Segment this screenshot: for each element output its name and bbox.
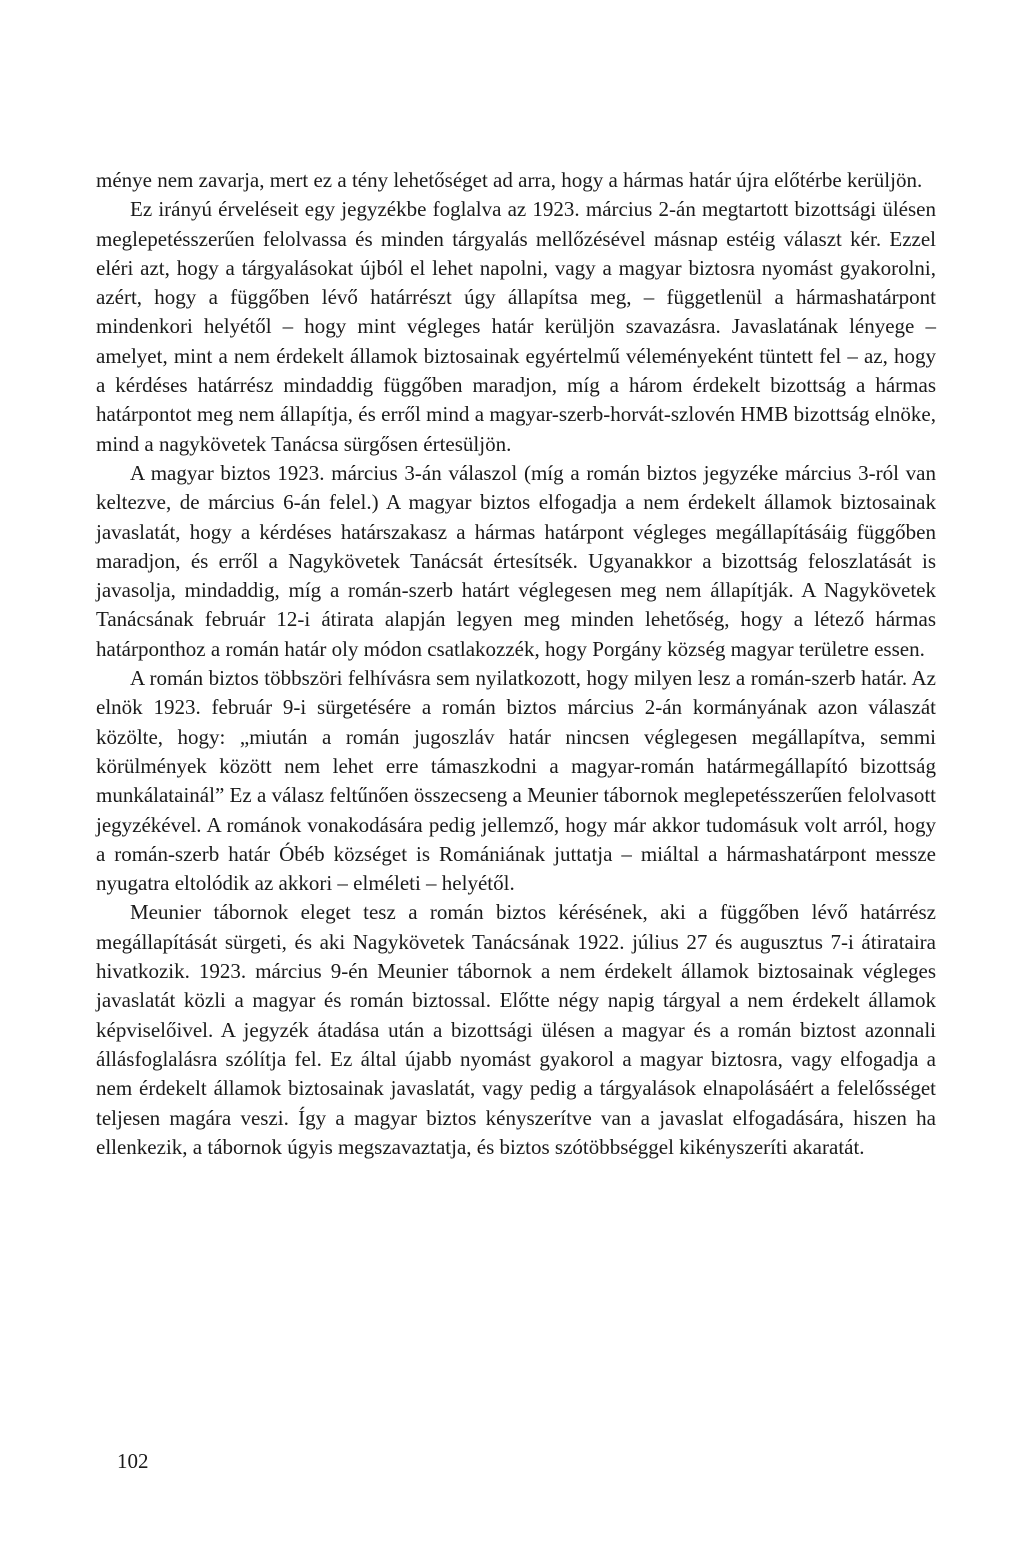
paragraph: Meunier tábornok eleget tesz a román biztos kérésének, aki a függőben lévő határrész megállapítását sürgeti, és aki Nagykövetek Tanácsának 1922. július 27 és augusztus 7-i átirataira hivatkozik. 1923. március 9-én Meunier tábornok a nem érdekelt államok biztosainak végleges javaslatát közli a magyar és román biztossal. Előtte négy napig tárgyal a nem érdekelt államok képviselőivel. A jegyzék átadása után a bizottsági ülésen a magyar és a román biztost azonnali állásfoglalásra szólítja fel. Ez által újabb nyomást gyakorol a magyar biztosra, vagy elfogadja a nem érdekelt államok biztosainak javaslatát, vagy pedig a tárgyalások elnapolásáért a felelősséget teljesen magára veszi. Így a magyar biztos kényszerítve van a javaslat elfogadására, hiszen ha ellenkezik, a tábornok úgyis megszavaztatja, és biztos szótöbbséggel kikényszeríti akaratát. bbox=[96, 900, 936, 1159]
body-text bbox=[96, 166, 936, 1162]
paragraph: Ez irányú érveléseit egy jegyzékbe foglalva az 1923. március 2-án megtartott bizottsági ülésen meglepetésszerűen felolvassa és minden tárgyalás mellőzésével másnap estéig választ kér. Ezzel eléri azt, hogy a tárgyalásokat újból el lehet napolni, vagy a magyar biztosra nyomást gyakorolni, azért, hogy a függőben lévő határrészt úgy állapítsa meg, – függetlenül a hármashatárpont mindenkori helyétől – hogy mint végleges határ kerüljön szavazásra. Javaslatának lényege – amelyet, mint a nem érdekelt államok biztosainak egyértelmű véleményeként tüntett fel – az, hogy a kérdéses határrész mindaddig függőben maradjon, míg a három érdekelt bizottság a hármas határpontot meg nem állapítja, és erről mind a magyar-szerb-horvát-szlovén HMB bizottság elnöke, mind a nagykövetek Tanácsa sürgősen értesüljön. bbox=[96, 197, 936, 456]
paragraph-continuation: ménye nem zavarja, mert ez a tény lehetőséget ad arra, hogy a hármas határ újra előtérbe kerüljön. bbox=[96, 168, 923, 192]
paragraph: A román biztos többszöri felhívásra sem nyilatkozott, hogy milyen lesz a román-szerb határ. Az elnök 1923. február 9-i sürgetésére a román biztos március 2-án kormányának azon válaszát közölte, hogy: „miután a román jugoszláv határ nincsen véglegesen megállapítva, semmi körülmények között nem lehet erre támaszkodni a magyar-román határmegállapító bizottság munkálatainál” Ez a válasz feltűnően összecseng a Meunier tábornok meglepetésszerűen felolvasott jegyzékével. A románok vonakodására pedig jellemző, hogy már akkor tudomásuk volt arról, hogy a román-szerb határ Óbéb községet is Romániának juttatja – miáltal a hármashatárpont messze nyugatra eltolódik az akkori – elméleti – helyétől. bbox=[96, 666, 936, 896]
paragraph: A magyar biztos 1923. március 3-án válaszol (míg a román biztos jegyzéke március 3-ról van keltezve, de március 6-án felel.) A magyar biztos elfogadja a nem érdekelt államok biztosainak javaslatát, hogy a kérdéses határszakasz a hármas határpont végleges megállapításáig függőben maradjon, és erről a Nagykövetek Tanácsát értesítsék. Ugyanakkor a bizottság feloszlatását is javasolja, mindaddig, míg a román-szerb határt véglegesen meg nem állapítják. A Nagykövetek Tanácsának február 12-i átirata alapján legyen meg minden lehetőség, hogy a létező hármas határponthoz a román határ oly módon csatlakozzék, hogy Porgány község magyar területre essen. bbox=[96, 460, 936, 661]
page-number: 102 bbox=[117, 1449, 149, 1473]
